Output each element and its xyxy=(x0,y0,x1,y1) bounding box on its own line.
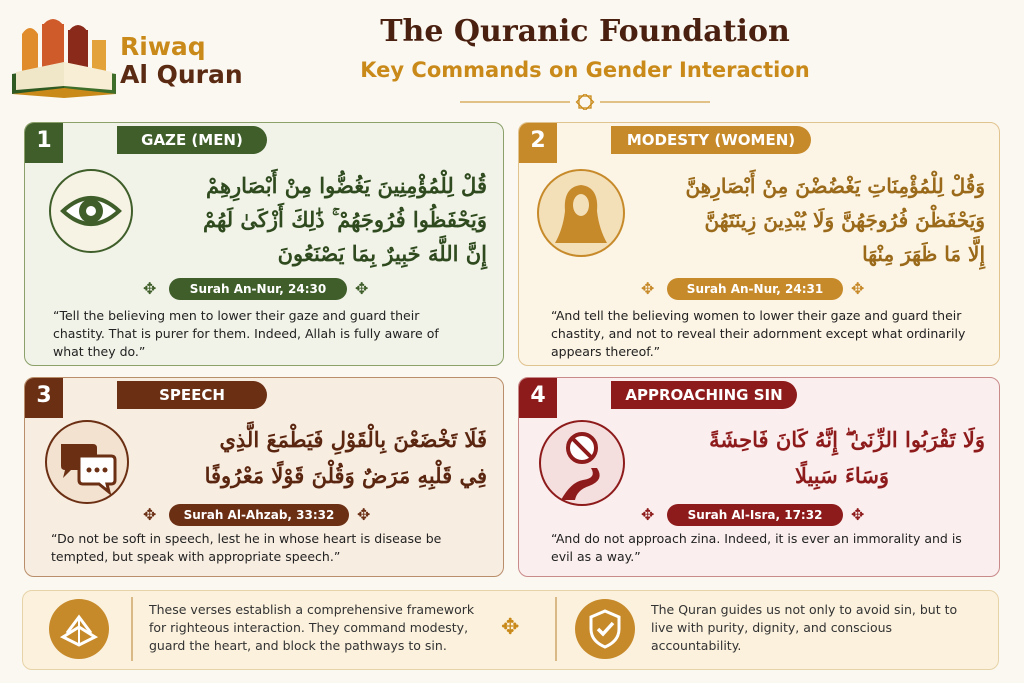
arabic-line: وَلَا تَقْرَبُوا الزِّنَىٰ ۖ إِنَّهُ كَانَ فَاحِشَةً xyxy=(709,427,985,452)
arabic-line: وَسَاءَ سَبِيلًا xyxy=(794,463,890,488)
page-title: The Quranic Foundation xyxy=(380,14,790,49)
arabic-line: إِنَّ اللَّهَ خَبِيرٌ بِمَا يَصْنَعُونَ xyxy=(277,241,487,266)
surah-reference: Surah An-Nur, 24:31 xyxy=(667,278,843,300)
card-speech xyxy=(24,377,504,577)
ornament-icon: ✥ xyxy=(851,279,865,298)
open-quran-icon xyxy=(49,599,109,659)
separator xyxy=(555,597,557,661)
card-gaze-men xyxy=(24,122,504,366)
ornament-icon: ✥ xyxy=(501,615,520,640)
arabic-line: فَلَا تَخْضَعْنَ بِالْقَوْلِ فَيَطْمَعَ الَّذِي xyxy=(219,427,487,452)
ornament-icon: ✥ xyxy=(641,279,655,298)
brand-name xyxy=(120,33,243,89)
arabic-verse xyxy=(143,169,487,271)
ornament-icon: ✥ xyxy=(143,279,157,298)
shield-check-icon xyxy=(575,599,635,659)
arabic-line: إِلَّا مَا ظَهَرَ مِنْهَا xyxy=(862,242,985,266)
footer-summary xyxy=(22,590,999,670)
mosque-book-icon xyxy=(8,14,128,100)
card-heading: MODESTY (WOMEN) xyxy=(611,126,811,154)
arabic-line: وَقُلْ لِلْمُؤْمِنَاتِ يَغْضُضْنَ مِنْ أَبْصَارِهِنَّ xyxy=(685,174,985,198)
ornament-icon: ✥ xyxy=(851,505,865,524)
card-heading: GAZE (MEN) xyxy=(117,126,267,154)
card-number: 1 xyxy=(25,122,63,163)
brand-line1: Riwaq xyxy=(120,32,206,61)
arabic-line: وَيَحْفَظُوا فُرُوجَهُمْ ۚ ذَٰلِكَ أَزْكَىٰ لَهُمْ xyxy=(203,207,487,232)
speech-bubbles-icon xyxy=(45,420,129,504)
surah-reference: Surah Al-Ahzab, 33:32 xyxy=(169,504,349,526)
translation: “And tell the believing women to lower their gaze and guard their chastity, and not to reveal their adornment except what ordinarily appears thereof.” xyxy=(551,308,966,359)
arabic-verse xyxy=(143,422,487,494)
footer-right-text: The Quran guides us not only to avoid sin, but to live with purity, dignity, and conscious accountability. xyxy=(651,602,958,653)
ornament-icon: ✥ xyxy=(355,279,369,298)
surah-reference: Surah Al-Isra, 17:32 xyxy=(667,504,843,526)
brand-line2: Al Quran xyxy=(120,60,243,89)
translation: “Do not be soft in speech, lest he in whose heart is disease be tempted, but speak with appropriate speech.” xyxy=(51,531,442,564)
no-entry-road-icon xyxy=(539,420,625,506)
arabic-verse xyxy=(635,169,985,271)
footer-left-text: These verses establish a comprehensive framework for righteous interaction. They command modesty, guard the heart, and block the pathways to sin. xyxy=(149,602,475,653)
card-modesty-women xyxy=(518,122,1000,366)
eye-icon xyxy=(49,169,133,253)
card-number: 2 xyxy=(519,122,557,163)
arabic-line: قُلْ لِلْمُؤْمِنِينَ يَغُضُّوا مِنْ أَبْصَارِهِمْ xyxy=(205,173,487,198)
card-number: 4 xyxy=(519,377,557,418)
translation: “Tell the believing men to lower their gaze and guard their chastity. That is purer for them. Indeed, Allah is fully aware of what they do.” xyxy=(53,308,439,359)
ornament-icon: ✥ xyxy=(641,505,655,524)
ornament-icon: ✥ xyxy=(143,505,157,524)
card-approaching-sin xyxy=(518,377,1000,577)
ornament-icon: ✥ xyxy=(357,505,371,524)
translation: “And do not approach zina. Indeed, it is ever an immorality and is evil as a way.” xyxy=(551,531,962,564)
surah-reference: Surah An-Nur, 24:30 xyxy=(169,278,347,300)
arabic-line: وَيَحْفَظْنَ فُرُوجَهُنَّ وَلَا يُبْدِينَ زِينَتَهُنَّ xyxy=(704,208,985,232)
card-heading: SPEECH xyxy=(117,381,267,409)
page-subtitle: Key Commands on Gender Interaction xyxy=(360,58,810,82)
veiled-woman-icon xyxy=(537,169,625,257)
card-heading: APPROACHING SIN xyxy=(611,381,797,409)
arabic-verse xyxy=(639,422,985,494)
card-number: 3 xyxy=(25,377,63,418)
separator xyxy=(131,597,133,661)
arabic-line: فِي قَلْبِهِ مَرَضٌ وَقُلْنَ قَوْلًا مَعْرُوفًا xyxy=(204,463,487,488)
ornament-divider xyxy=(460,94,710,110)
